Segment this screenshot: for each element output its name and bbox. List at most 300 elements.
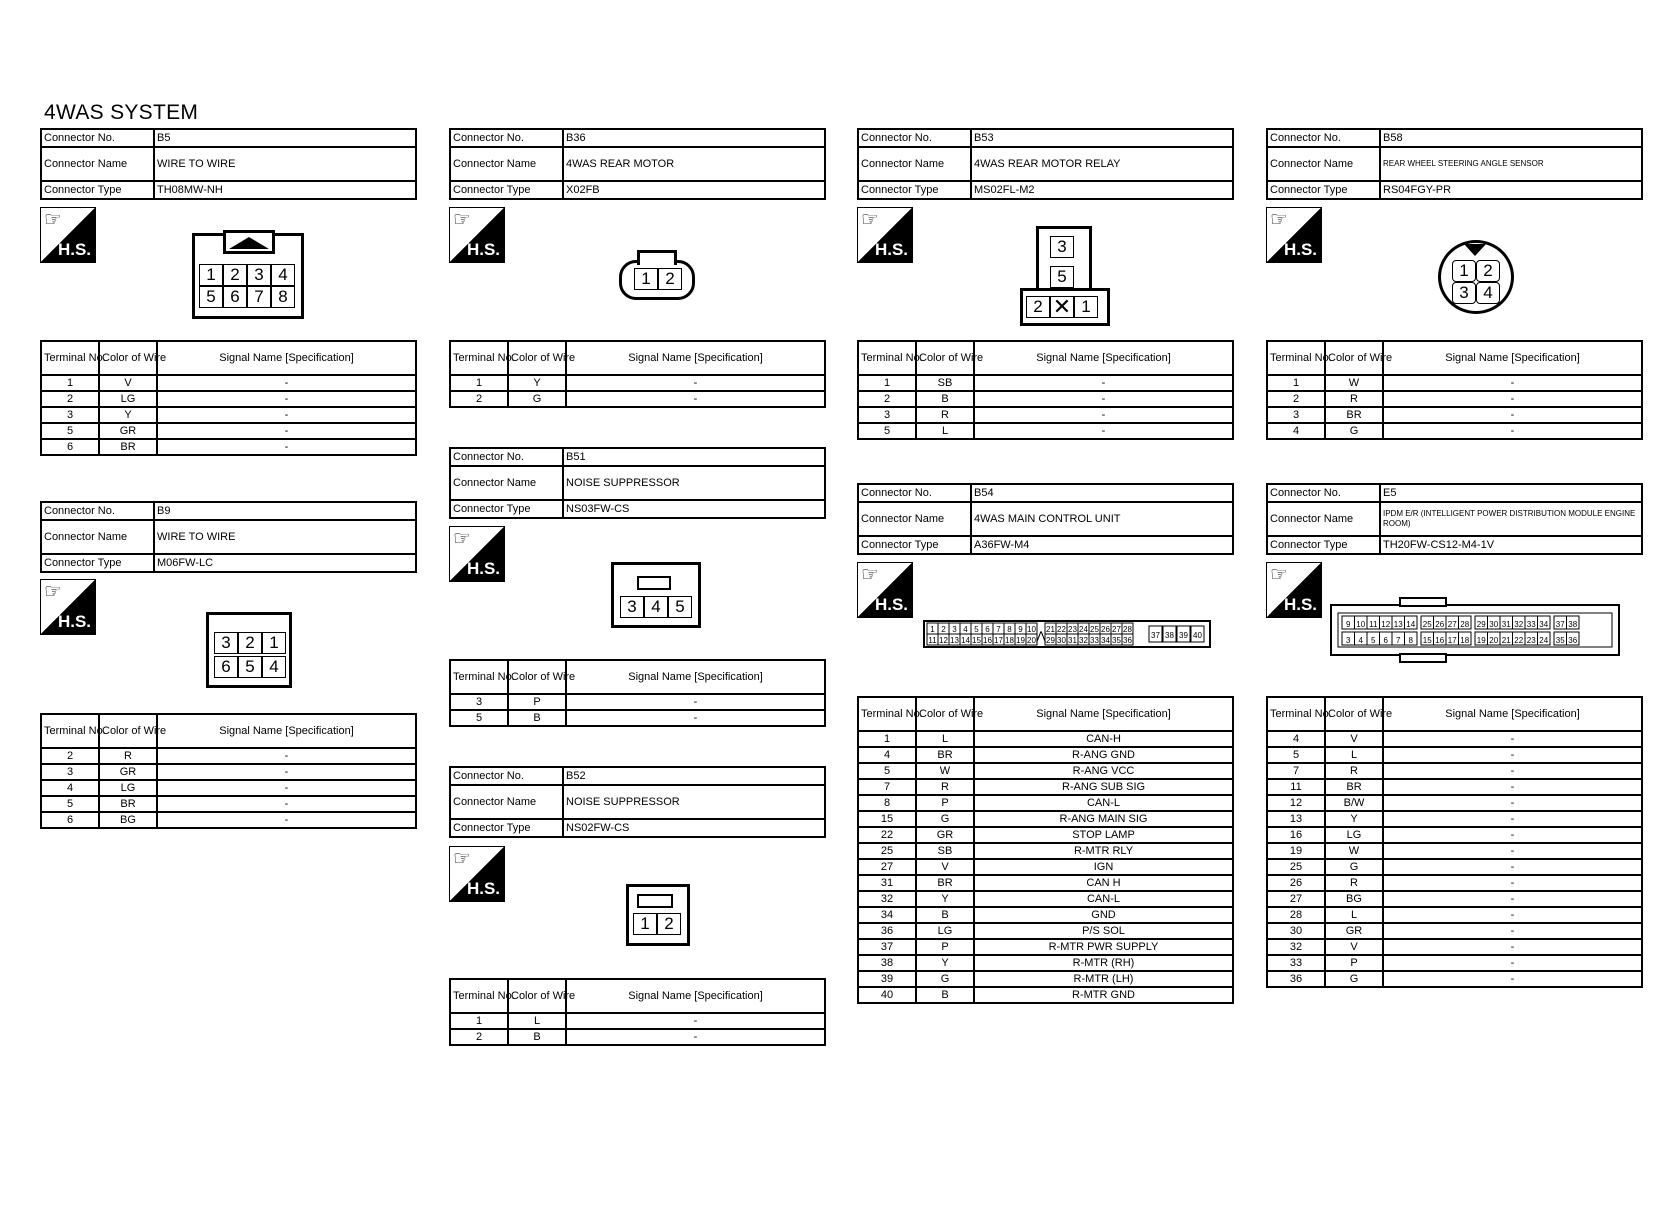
table-row: 1 L - xyxy=(450,1013,825,1029)
pin-label: 8 xyxy=(1408,636,1413,645)
pin-label: 25 xyxy=(1422,620,1432,629)
table-row: 22 GR STOP LAMP xyxy=(858,827,1233,843)
table-row: 36 LG P/S SOL xyxy=(858,923,1233,939)
terminal-no-header: Terminal No. xyxy=(41,714,99,748)
connector-b52-face xyxy=(626,884,690,946)
harness-side-icon xyxy=(449,207,505,263)
pin-label: 17 xyxy=(994,636,1003,645)
pin-label: 13 xyxy=(1393,620,1403,629)
hs-label: H.S. xyxy=(466,879,500,898)
table-row: 2 R - xyxy=(41,748,416,764)
pin-label: 16 xyxy=(1435,636,1445,645)
pin-label: 11 xyxy=(928,636,937,645)
pin-label: 5 xyxy=(974,625,979,634)
connector-type-label: Connector Type xyxy=(450,181,563,199)
connector-hand-icon: ☞ xyxy=(861,564,879,586)
wire-color-header: Color of Wire xyxy=(99,341,157,375)
pin-label: 20 xyxy=(1489,636,1499,645)
pin-cell: 1 xyxy=(1074,296,1098,318)
hs-label: H.S. xyxy=(466,240,500,259)
pin-label: 15 xyxy=(1422,636,1432,645)
connector-no-label: Connector No. xyxy=(450,448,563,466)
blocked-pin-cell: ✕ xyxy=(1050,296,1074,318)
pin-label: 30 xyxy=(1489,620,1499,629)
table-row: 1 SB - xyxy=(858,375,1233,391)
table-row: 1 W - xyxy=(1267,375,1642,391)
pin-label: 2 xyxy=(941,625,946,634)
connector-hand-icon: ☞ xyxy=(44,581,62,603)
table-row: 15 G R-ANG MAIN SIG xyxy=(858,811,1233,827)
table-row: 1 L CAN-H xyxy=(858,731,1233,747)
connector-type-value: TH08MW-NH xyxy=(154,181,416,199)
pin-cell: 6 xyxy=(214,656,238,678)
pin-cell: 2 xyxy=(223,264,247,286)
connector-b58-header xyxy=(1266,128,1643,200)
wire-color-header: Color of Wire xyxy=(508,660,566,694)
pin-label: 38 xyxy=(1165,631,1174,640)
pin-cell: 4 xyxy=(262,656,286,678)
table-row: 31 BR CAN H xyxy=(858,875,1233,891)
pin-label: 31 xyxy=(1501,620,1511,629)
pin-cell: 2 xyxy=(238,632,262,654)
table-row: 6 BG - xyxy=(41,812,416,828)
connector-name-value: 4WAS REAR MOTOR xyxy=(563,147,825,181)
connector-no-value: B58 xyxy=(1380,129,1642,147)
connector-no-value: B9 xyxy=(154,502,416,520)
connector-name-value: NOISE SUPPRESSOR xyxy=(563,785,825,819)
pin-label: 3 xyxy=(952,625,957,634)
table-row: 5 W R-ANG VCC xyxy=(858,763,1233,779)
table-row: 3 GR - xyxy=(41,764,416,780)
connector-no-label: Connector No. xyxy=(41,129,154,147)
pin-cell: 7 xyxy=(247,286,271,308)
table-row: 8 P CAN-L xyxy=(858,795,1233,811)
connector-name-value: WIRE TO WIRE xyxy=(154,147,416,181)
terminal-table-b9 xyxy=(40,713,417,829)
pin-label: 34 xyxy=(1539,620,1549,629)
terminal-no-header: Terminal No. xyxy=(1267,341,1325,375)
connector-name-label: Connector Name xyxy=(1267,147,1380,181)
pin-label: 32 xyxy=(1079,636,1088,645)
connector-hand-icon: ☞ xyxy=(1270,209,1288,231)
connector-e5-face xyxy=(1330,596,1622,669)
connector-name-label: Connector Name xyxy=(858,147,971,181)
key-mark: ⋀ xyxy=(1036,629,1046,643)
pin-label: 28 xyxy=(1460,620,1470,629)
pin-cell: 2 xyxy=(1026,296,1050,318)
terminal-no-header: Terminal No. xyxy=(858,697,916,731)
table-row: 36 G - xyxy=(1267,971,1642,987)
pin-cell: 2 xyxy=(657,913,681,935)
connector-b52-header xyxy=(449,766,826,838)
connector-e5-pin-grid xyxy=(1330,596,1622,664)
pin-label: 23 xyxy=(1068,625,1077,634)
harness-side-icon xyxy=(40,579,96,635)
pin-cell: 5 xyxy=(199,286,223,308)
pin-cell: 8 xyxy=(271,286,295,308)
connector-name-label: Connector Name xyxy=(450,466,563,500)
connector-type-label: Connector Type xyxy=(450,500,563,518)
terminal-table-e5 xyxy=(1266,696,1643,988)
table-row: 27 V IGN xyxy=(858,859,1233,875)
connector-type-label: Connector Type xyxy=(1267,181,1380,199)
pin-label: 37 xyxy=(1151,631,1160,640)
table-row: 3 BR - xyxy=(1267,407,1642,423)
pin-cell: 3 xyxy=(214,632,238,654)
connector-name-label: Connector Name xyxy=(450,147,563,181)
connector-hand-icon: ☞ xyxy=(453,848,471,870)
pin-cell: 1 xyxy=(633,913,657,935)
pin-label: 35 xyxy=(1555,636,1565,645)
hs-label: H.S. xyxy=(1283,240,1317,259)
connector-hand-icon: ☞ xyxy=(44,209,62,231)
table-row: 7 R R-ANG SUB SIG xyxy=(858,779,1233,795)
connector-name-value: 4WAS REAR MOTOR RELAY xyxy=(971,147,1233,181)
pin-label: 22 xyxy=(1514,636,1524,645)
harness-side-icon xyxy=(1266,207,1322,263)
pin-cell: 3 xyxy=(1050,236,1074,258)
signal-name-header: Signal Name [Specification] xyxy=(157,714,416,748)
connector-type-value: RS04FGY-PR xyxy=(1380,181,1642,199)
connector-no-value: B36 xyxy=(563,129,825,147)
terminal-table-b36 xyxy=(449,340,826,408)
connector-type-label: Connector Type xyxy=(41,554,154,572)
terminal-no-header: Terminal No. xyxy=(1267,697,1325,731)
connector-no-value: B54 xyxy=(971,484,1233,502)
connector-hand-icon: ☞ xyxy=(1270,564,1288,586)
pin-label: 24 xyxy=(1079,625,1088,634)
table-row: 38 Y R-MTR (RH) xyxy=(858,955,1233,971)
pin-cell: 2 xyxy=(1476,260,1500,282)
connector-type-label: Connector Type xyxy=(41,181,154,199)
pin-label: 14 xyxy=(961,636,970,645)
terminal-no-header: Terminal No. xyxy=(41,341,99,375)
pin-label: 12 xyxy=(939,636,948,645)
pin-label: 6 xyxy=(1383,636,1388,645)
table-row: 3 R - xyxy=(858,407,1233,423)
wire-color-header: Color of Wire xyxy=(916,697,974,731)
connector-latch xyxy=(1400,654,1446,662)
terminal-table-b54 xyxy=(857,696,1234,1004)
pin-cell: 4 xyxy=(271,264,295,286)
pin-cell: 4 xyxy=(1476,282,1500,304)
pin-cell: 3 xyxy=(620,596,644,618)
pin-label: 36 xyxy=(1123,636,1132,645)
connector-type-value: TH20FW-CS12-M4-1V xyxy=(1380,536,1642,554)
wire-color-header: Color of Wire xyxy=(99,714,157,748)
connector-no-label: Connector No. xyxy=(450,767,563,785)
pin-label: 28 xyxy=(1123,625,1132,634)
signal-name-header: Signal Name [Specification] xyxy=(566,341,825,375)
terminal-no-header: Terminal No. xyxy=(450,341,508,375)
signal-name-header: Signal Name [Specification] xyxy=(1383,341,1642,375)
connector-name-label: Connector Name xyxy=(41,147,154,181)
connector-no-value: E5 xyxy=(1380,484,1642,502)
pin-label: 16 xyxy=(983,636,992,645)
pin-label: 10 xyxy=(1027,625,1036,634)
table-row: 16 LG - xyxy=(1267,827,1642,843)
connector-no-value: B52 xyxy=(563,767,825,785)
table-row: 19 W - xyxy=(1267,843,1642,859)
wire-color-header: Color of Wire xyxy=(916,341,974,375)
connector-hand-icon: ☞ xyxy=(861,209,879,231)
table-row: 3 P - xyxy=(450,694,825,710)
connector-type-value: M06FW-LC xyxy=(154,554,416,572)
terminal-table-b58 xyxy=(1266,340,1643,440)
connector-hand-icon: ☞ xyxy=(453,209,471,231)
hs-label: H.S. xyxy=(874,240,908,259)
connector-type-value: MS02FL-M2 xyxy=(971,181,1233,199)
pin-label: 4 xyxy=(963,625,968,634)
terminal-no-header: Terminal No. xyxy=(450,660,508,694)
connector-no-label: Connector No. xyxy=(1267,484,1380,502)
table-row: 1 V - xyxy=(41,375,416,391)
table-row: 2 B - xyxy=(858,391,1233,407)
connector-no-label: Connector No. xyxy=(858,484,971,502)
harness-side-icon xyxy=(449,526,505,582)
connector-no-label: Connector No. xyxy=(1267,129,1380,147)
pin-label: 21 xyxy=(1501,636,1511,645)
hs-label: H.S. xyxy=(57,240,91,259)
terminal-table-b53 xyxy=(857,340,1234,440)
pin-label: 25 xyxy=(1090,625,1099,634)
pin-cell: 6 xyxy=(223,286,247,308)
signal-name-header: Signal Name [Specification] xyxy=(157,341,416,375)
table-row: 3 Y - xyxy=(41,407,416,423)
page-title: 4WAS SYSTEM xyxy=(44,101,199,124)
pin-cell: 2 xyxy=(658,268,682,290)
pin-label: 29 xyxy=(1046,636,1055,645)
connector-type-label: Connector Type xyxy=(450,819,563,837)
hs-label: H.S. xyxy=(57,612,91,631)
table-row: 1 Y - xyxy=(450,375,825,391)
pin-label: 7 xyxy=(1396,636,1401,645)
harness-side-icon xyxy=(857,562,913,618)
signal-name-header: Signal Name [Specification] xyxy=(974,341,1233,375)
pin-label: 34 xyxy=(1101,636,1110,645)
pin-label: 36 xyxy=(1568,636,1578,645)
pin-cell: 5 xyxy=(1050,266,1074,288)
pin-label: 33 xyxy=(1526,620,1536,629)
pin-label: 4 xyxy=(1358,636,1363,645)
pin-label: 37 xyxy=(1555,620,1565,629)
table-row: 28 L - xyxy=(1267,907,1642,923)
hs-label: H.S. xyxy=(1283,595,1317,614)
pin-label: 40 xyxy=(1193,631,1202,640)
pin-label: 39 xyxy=(1179,631,1188,640)
connector-b51-header xyxy=(449,447,826,519)
connector-latch xyxy=(1400,598,1446,606)
connector-b53-header xyxy=(857,128,1234,200)
connector-no-value: B53 xyxy=(971,129,1233,147)
pin-label: 6 xyxy=(985,625,990,634)
table-row: 5 B - xyxy=(450,710,825,726)
connector-b58-face xyxy=(1438,238,1518,314)
pin-label: 12 xyxy=(1381,620,1391,629)
table-row: 32 V - xyxy=(1267,939,1642,955)
pin-cell: 1 xyxy=(199,264,223,286)
connector-type-value: X02FB xyxy=(563,181,825,199)
table-row: 5 L - xyxy=(858,423,1233,439)
connector-name-value: REAR WHEEL STEERING ANGLE SENSOR xyxy=(1380,147,1642,181)
wire-color-header: Color of Wire xyxy=(1325,697,1383,731)
table-row: 4 LG - xyxy=(41,780,416,796)
pin-label: 17 xyxy=(1447,636,1457,645)
connector-no-value: B5 xyxy=(154,129,416,147)
hs-label: H.S. xyxy=(466,559,500,578)
pin-cell: 1 xyxy=(262,632,286,654)
connector-no-label: Connector No. xyxy=(858,129,971,147)
table-row: 6 BR - xyxy=(41,439,416,455)
connector-no-label: Connector No. xyxy=(450,129,563,147)
connector-b51-face xyxy=(611,562,701,628)
terminal-table-b51 xyxy=(449,659,826,727)
signal-name-header: Signal Name [Specification] xyxy=(566,979,825,1013)
connector-type-value: NS02FW-CS xyxy=(563,819,825,837)
connector-b5-header xyxy=(40,128,417,200)
table-row: 26 R - xyxy=(1267,875,1642,891)
pin-label: 13 xyxy=(950,636,959,645)
connector-e5-header xyxy=(1266,483,1643,555)
pin-label: 30 xyxy=(1057,636,1066,645)
pin-label: 15 xyxy=(972,636,981,645)
table-row: 34 B GND xyxy=(858,907,1233,923)
terminal-no-header: Terminal No. xyxy=(450,979,508,1013)
table-row: 5 GR - xyxy=(41,423,416,439)
connector-name-value: IPDM E/R (INTELLIGENT POWER DISTRIBUTION MODULE ENGINE ROOM) xyxy=(1380,502,1642,536)
pin-label: 11 xyxy=(1369,620,1378,629)
pin-label: 29 xyxy=(1476,620,1486,629)
connector-no-label: Connector No. xyxy=(41,502,154,520)
table-row: 37 P R-MTR PWR SUPPLY xyxy=(858,939,1233,955)
connector-b36-face xyxy=(619,250,697,302)
signal-name-header: Signal Name [Specification] xyxy=(974,697,1233,731)
connector-b5-face xyxy=(192,233,302,317)
connector-name-value: WIRE TO WIRE xyxy=(154,520,416,554)
table-row: 39 G R-MTR (LH) xyxy=(858,971,1233,987)
pin-label: 19 xyxy=(1476,636,1486,645)
wire-color-header: Color of Wire xyxy=(508,979,566,1013)
pin-cell: 1 xyxy=(634,268,658,290)
pin-label: 21 xyxy=(1046,625,1055,634)
connector-hand-icon: ☞ xyxy=(453,528,471,550)
pin-label: 20 xyxy=(1027,636,1036,645)
pin-label: 31 xyxy=(1068,636,1077,645)
pin-label: 32 xyxy=(1514,620,1524,629)
wire-color-header: Color of Wire xyxy=(1325,341,1383,375)
pin-label: 10 xyxy=(1356,620,1366,629)
connector-b54-header xyxy=(857,483,1234,555)
table-row: 25 SB R-MTR RLY xyxy=(858,843,1233,859)
pin-label: 24 xyxy=(1539,636,1549,645)
pin-label: 22 xyxy=(1057,625,1066,634)
table-row: 5 L - xyxy=(1267,747,1642,763)
connector-b36-header xyxy=(449,128,826,200)
table-row: 25 G - xyxy=(1267,859,1642,875)
connector-b53-face xyxy=(1020,226,1112,326)
hs-label: H.S. xyxy=(874,595,908,614)
connector-name-value: NOISE SUPPRESSOR xyxy=(563,466,825,500)
pin-cell: 3 xyxy=(1452,282,1476,304)
harness-side-icon xyxy=(857,207,913,263)
pin-label: 26 xyxy=(1435,620,1445,629)
harness-side-icon xyxy=(449,846,505,902)
pin-label: 26 xyxy=(1101,625,1110,634)
pin-label: 9 xyxy=(1346,620,1351,629)
pin-label: 38 xyxy=(1568,620,1578,629)
harness-side-icon xyxy=(40,207,96,263)
pin-cell: 5 xyxy=(668,596,692,618)
pin-cell: 4 xyxy=(644,596,668,618)
wire-color-header: Color of Wire xyxy=(508,341,566,375)
table-row: 2 B - xyxy=(450,1029,825,1045)
pin-label: 27 xyxy=(1112,625,1121,634)
table-row: 13 Y - xyxy=(1267,811,1642,827)
connector-type-value: NS03FW-CS xyxy=(563,500,825,518)
pin-label: 9 xyxy=(1018,625,1023,634)
connector-type-label: Connector Type xyxy=(858,536,971,554)
connector-b9-face xyxy=(206,612,292,688)
table-row: 11 BR - xyxy=(1267,779,1642,795)
table-row: 7 R - xyxy=(1267,763,1642,779)
table-row: 32 Y CAN-L xyxy=(858,891,1233,907)
connector-b9-header xyxy=(40,501,417,573)
connector-type-label: Connector Type xyxy=(1267,536,1380,554)
pin-cell: 1 xyxy=(1452,260,1476,282)
table-row: 40 B R-MTR GND xyxy=(858,987,1233,1003)
pin-label: 18 xyxy=(1460,636,1470,645)
table-row: 4 G - xyxy=(1267,423,1642,439)
connector-name-label: Connector Name xyxy=(858,502,971,536)
connector-no-value: B51 xyxy=(563,448,825,466)
table-row: 33 P - xyxy=(1267,955,1642,971)
table-row: 2 R - xyxy=(1267,391,1642,407)
table-row: 2 LG - xyxy=(41,391,416,407)
terminal-table-b5 xyxy=(40,340,417,456)
harness-side-icon xyxy=(1266,562,1322,618)
connector-name-value: 4WAS MAIN CONTROL UNIT xyxy=(971,502,1233,536)
connector-b54-pin-grid xyxy=(923,620,1213,650)
pin-label: 3 xyxy=(1346,636,1351,645)
table-row: 4 BR R-ANG GND xyxy=(858,747,1233,763)
signal-name-header: Signal Name [Specification] xyxy=(566,660,825,694)
connector-type-label: Connector Type xyxy=(858,181,971,199)
signal-name-header: Signal Name [Specification] xyxy=(1383,697,1642,731)
table-row: 4 V - xyxy=(1267,731,1642,747)
pin-cell: 5 xyxy=(238,656,262,678)
pin-label: 19 xyxy=(1016,636,1025,645)
pin-label: 14 xyxy=(1406,620,1416,629)
table-row: 27 BG - xyxy=(1267,891,1642,907)
pin-label: 35 xyxy=(1112,636,1121,645)
table-row: 2 G - xyxy=(450,391,825,407)
connector-b54-face xyxy=(923,620,1213,655)
pin-label: 27 xyxy=(1447,620,1457,629)
connector-name-label: Connector Name xyxy=(41,520,154,554)
terminal-no-header: Terminal No. xyxy=(858,341,916,375)
table-row: 30 GR - xyxy=(1267,923,1642,939)
pin-label: 23 xyxy=(1526,636,1536,645)
table-row: 12 B/W - xyxy=(1267,795,1642,811)
pin-label: 33 xyxy=(1090,636,1099,645)
pin-label: 5 xyxy=(1371,636,1376,645)
pin-label: 1 xyxy=(930,625,935,634)
pin-label: 18 xyxy=(1005,636,1014,645)
connector-name-label: Connector Name xyxy=(450,785,563,819)
table-row: 5 BR - xyxy=(41,796,416,812)
pin-cell: 3 xyxy=(247,264,271,286)
pin-label: 7 xyxy=(996,625,1001,634)
